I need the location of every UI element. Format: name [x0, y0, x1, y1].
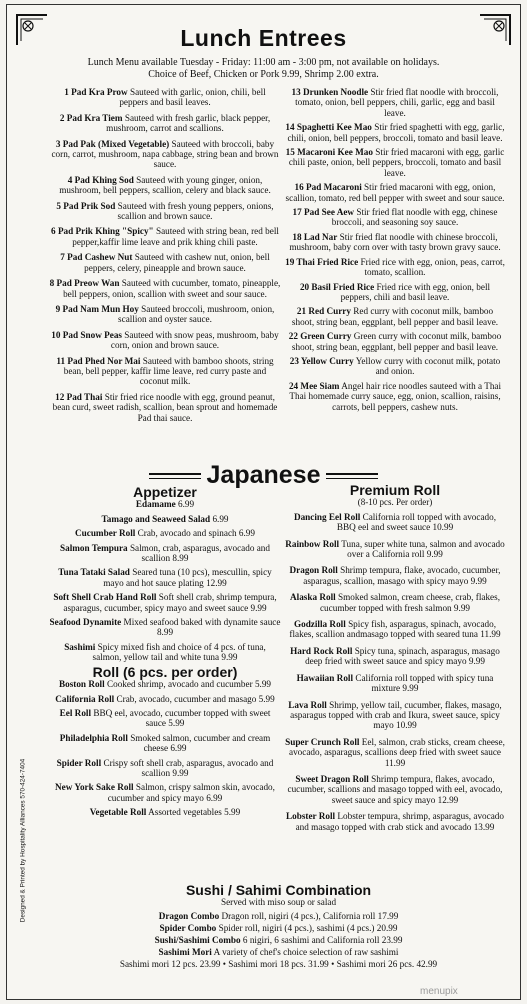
- menu-item-name: Tamago and Seaweed Salad: [101, 513, 211, 524]
- menu-item-name: Sashimi Mori: [158, 947, 212, 957]
- menu-item: [285, 811, 505, 832]
- menu-item-name: Seafood Dynamite: [49, 617, 122, 628]
- combo-heading: Sushi / Sahimi Combination: [185, 882, 372, 898]
- menu-item-name: Godzilla Roll: [293, 619, 346, 630]
- menu-item: [49, 113, 281, 134]
- menu-item-name: 6 Pad Prik Khing "Spicy": [51, 226, 154, 237]
- lunch-hours: Lunch Menu available Tuesday - Friday: 11:00 am - 3:00 pm, not available on holidays.: [87, 57, 440, 68]
- menu-item: [285, 512, 505, 533]
- menu-item-name: 2 Pad Kra Tiem: [59, 112, 123, 123]
- menu-item-name: Dancing Eel Roll: [293, 511, 361, 522]
- lunch-title: Lunch Entrees: [180, 25, 347, 51]
- menu-item: [49, 543, 281, 564]
- menu-item-description: Fried rice with egg, onion, peas, carrot, tomato, scallion.: [360, 256, 505, 278]
- menu-item: [49, 304, 281, 325]
- menu-item: [49, 514, 281, 524]
- menu-item-description: 6.99: [178, 499, 195, 510]
- menu-item-name: Rainbow Roll: [285, 538, 340, 549]
- menu-item-description: Crab, avocado, cucumber and masago 5.99: [116, 693, 275, 704]
- menu-item-name: 22 Green Curry: [288, 331, 352, 342]
- menu-item: [49, 708, 281, 729]
- menu-item-description: Stir fried rice noodle with egg, ground peanut, bean curd, sweet radish, scallion, bean sprout and homemade Pad thai sauce.: [52, 391, 278, 423]
- menu-item-name: 24 Mee Siam: [288, 380, 340, 391]
- menu-item-name: Philadelphia Roll: [59, 732, 128, 743]
- menu-item-name: Alaska Roll: [290, 592, 336, 603]
- menu-item-name: Super Crunch Roll: [285, 736, 360, 747]
- menu-item-name: Cucumber Roll: [75, 528, 136, 539]
- roll-heading-label: Roll: [92, 663, 120, 680]
- menu-item: [49, 278, 281, 299]
- menu-item-name: 8 Pad Preow Wan: [49, 278, 120, 289]
- menu-item-name: Salmon Tempura: [59, 542, 128, 553]
- menu-item-description: Sauteed with bamboo shoots, string bean, bell pepper, kaffir lime leave, red curry paste and coconut milk.: [63, 355, 274, 387]
- menu-item: [49, 139, 281, 170]
- japanese-left-column: [49, 485, 281, 822]
- menu-item-description: Sauteed with young ginger, onion, mushroom, bell peppers, scallion, celery and black sauce.: [59, 174, 271, 196]
- title-rule-left: [149, 473, 201, 479]
- menu-item-description: Spicy tuna, spinach, asparagus, masago deep fried with sweet sauce and spicy mayo 9.99: [305, 645, 500, 667]
- menu-item-description: BBQ eel, avocado, cucumber topped with sweet sauce 5.99: [93, 707, 271, 729]
- menu-page: [6, 4, 521, 1000]
- menu-item-name: 13 Drunken Noodle: [291, 87, 369, 97]
- japanese-right-column: [285, 483, 505, 838]
- japanese-title: Japanese: [206, 461, 321, 489]
- menu-item: [49, 807, 281, 817]
- menu-item: [49, 617, 281, 638]
- menu-item-description: Soft shell crab, shrimp tempura, asparagus, cucumber, spicy mayo and sweet sauce 9.99: [63, 592, 277, 613]
- menu-item: [285, 331, 505, 352]
- menu-item-description: Shrimp tempura, flake, avocado, cucumber, asparagus, scallion, masago with spicy mayo 9.99: [303, 565, 501, 586]
- menu-item-name: Eel Roll: [59, 707, 92, 718]
- menu-item-name: New York Sake Roll: [55, 782, 134, 793]
- menu-item-description: Angel hair rice noodles sauteed with a Thai Thai homemade curry sauce, egg, onion, scallion, raisins, carrots, bell peppers, cashew nuts.: [289, 380, 502, 412]
- menu-item: [49, 782, 281, 803]
- menu-item-description: Crispy soft shell crab, asparagus, avocado and scallion 9.99: [103, 757, 274, 778]
- printer-credit: [12, 707, 27, 977]
- menu-item: [67, 947, 490, 958]
- menu-item-description: Salmon, crab, asparagus, avocado and scallion 8.99: [129, 542, 270, 564]
- menu-item-name: Sashimi: [64, 641, 96, 652]
- menu-item-name: 9 Pad Nam Mun Hoy: [55, 303, 139, 314]
- roll-heading: [49, 663, 281, 680]
- roll-list: [49, 679, 281, 817]
- menu-item-name: 16 Pad Macaroni: [294, 182, 362, 193]
- menu-item-description: Tuna, super white tuna, salmon and avocado over a California roll 9.99: [341, 538, 505, 560]
- menu-item-name: Lobster Roll: [286, 811, 336, 822]
- menu-item-name: Soft Shell Crab Hand Roll: [53, 592, 157, 603]
- menu-item-description: Salmon, crispy salmon skin, avocado, cucumber and spicy mayo 6.99: [107, 782, 275, 803]
- menu-item: [49, 201, 281, 222]
- menu-item: [285, 306, 505, 327]
- menu-item-description: Sauteed with fresh young peppers, onions, scallion and brown sauce.: [117, 200, 274, 222]
- lunch-pricing: Choice of Beef, Chicken or Pork 9.99, Shrimp 2.00 extra.: [148, 68, 379, 80]
- menu-item-description: Mixed seafood baked with dynamite sauce 8.99: [123, 617, 281, 638]
- menu-item: [285, 539, 505, 560]
- menu-item-name: 1 Pad Kra Prow: [64, 87, 128, 97]
- menu-item-description: Stir fried flat noodle with chinese broccoli, mushroom, baby corn over with tasty brown gravy sauce.: [289, 231, 501, 253]
- menu-item-description: Dragon roll, nigiri (4 pcs.), California roll 17.99: [221, 911, 399, 921]
- menu-item-description: Stir fried flat noodle with egg, chinese broccoli, and seasoning soy sauce.: [331, 207, 498, 228]
- menu-item-description: Eel, salmon, crab sticks, cream cheese, avocado, asparagus, scallions deep fried with sweet sauce 11.99: [289, 736, 505, 768]
- menu-item-name: California Roll: [55, 693, 115, 704]
- combo-served: Served with miso soup or salad: [220, 897, 337, 907]
- menu-item-description: Shrimp tempura, flakes, avocado, cucumber, scallions and masago topped with eel, avocado, sweet sauce and spicy mayo 12.99: [287, 773, 503, 805]
- menu-item-name: Edamame: [135, 499, 176, 510]
- menu-item: [285, 737, 505, 768]
- menu-item: [285, 592, 505, 613]
- lunch-intro: [67, 57, 460, 80]
- menu-item: [49, 642, 281, 663]
- menu-item-description: Fried rice with egg, onion, bell peppers, chili and basil leave.: [340, 281, 491, 302]
- menu-item-description: Sauteed with garlic, onion, chili, bell peppers and basil leaves.: [119, 87, 266, 108]
- menu-item-description: Stir fried macaroni with egg, onion, scallion, tomato, red bell pepper with sweet and sour sauce.: [285, 182, 505, 203]
- menu-item-name: Sushi/Sashimi Combo: [154, 935, 241, 945]
- menu-item-description: Seared tuna (10 pcs), mescullin, spicy mayo and hot sauce plating 12.99: [103, 567, 272, 588]
- menu-item: [49, 567, 281, 588]
- printer-credit-text: Designed & Printed by Hospitality Alliances 570-424-7404: [19, 758, 27, 923]
- menu-item-name: 12 Pad Thai: [55, 391, 103, 402]
- title-rule-right: [326, 473, 378, 479]
- menu-item: [49, 392, 281, 423]
- menu-item: [49, 679, 281, 689]
- menu-item-description: Cooked shrimp, avocado and cucumber 5.99: [106, 679, 272, 690]
- menu-item-name: 19 Thai Fried Rice: [285, 256, 359, 267]
- lunch-left-column: [49, 87, 281, 428]
- menu-item-name: Dragon Combo: [158, 911, 220, 921]
- menu-item: [285, 700, 505, 731]
- menu-item: [285, 282, 505, 303]
- menu-item-name: Sweet Dragon Roll: [295, 773, 369, 784]
- menu-item-description: Yellow curry with coconut milk, potato and onion.: [355, 355, 501, 377]
- menu-item: [285, 122, 505, 143]
- menu-item-name: Tuna Tataki Salad: [58, 567, 130, 578]
- menu-item-name: 7 Pad Cashew Nut: [60, 252, 133, 263]
- menu-item: [67, 911, 490, 922]
- menu-item: [285, 356, 505, 377]
- menu-item-description: Stir fried spaghetti with egg, garlic, chili, onion, bell peppers, broccoli, tomato and basil leave.: [287, 122, 505, 143]
- menu-item-name: 18 Lad Nar: [292, 231, 338, 242]
- combo-section: [67, 883, 490, 970]
- menu-item-name: Boston Roll: [58, 679, 105, 690]
- menu-item-name: Hard Rock Roll: [290, 645, 353, 656]
- menu-item-description: Sauteed with string bean, red bell pepper,kaffir lime leave and prik khing chili paste.: [72, 226, 279, 247]
- menu-item: [285, 381, 505, 412]
- menu-item-description: Sauteed with cucumber, tomato, pineapple, bell peppers, onion, scallion with sweet and sour sauce.: [63, 278, 281, 299]
- menu-item-name: Spider Roll: [56, 757, 102, 768]
- menu-item: [49, 252, 281, 273]
- menu-item-name: 11 Pad Phed Nor Mai: [56, 355, 141, 366]
- menu-item: [49, 694, 281, 704]
- menu-item-description: 6 nigiri, 6 sashimi and California roll 23.99: [242, 935, 403, 945]
- menu-item: [49, 733, 281, 754]
- menu-item: [285, 646, 505, 667]
- menu-item-description: California roll topped with spicy tuna mixture 9.99: [355, 672, 494, 694]
- menu-item: [49, 592, 281, 613]
- menu-item-name: Hawaiian Roll: [296, 672, 354, 683]
- menu-item: [49, 356, 281, 387]
- menu-item-name: Lava Roll: [288, 699, 327, 710]
- menu-item-description: Stir fried macaroni with egg, garlic chili paste, onion, bell peppers, broccoli, tomato and basil leave.: [288, 147, 505, 178]
- menu-item: [49, 175, 281, 196]
- menu-item: [49, 330, 281, 351]
- menu-item: [49, 499, 281, 509]
- menu-item-name: 17 Pad See Aew: [292, 207, 355, 218]
- menu-item: [285, 232, 505, 253]
- menu-item-description: Lobster tempura, shrimp, asparagus, avocado and masago topped with crab stick and avocado 13.99: [295, 811, 504, 832]
- menu-item-description: Sauteed broccoli, mushroom, onion, scallion and oyster sauce.: [118, 303, 275, 325]
- menu-item-name: Vegetable Roll: [89, 807, 147, 818]
- menu-item-description: 6.99: [212, 513, 229, 524]
- menu-item-name: 5 Pad Prik Sod: [56, 200, 116, 211]
- premium-list: [285, 512, 505, 832]
- menu-item: [285, 207, 505, 228]
- menu-item-description: Smoked salmon, cream cheese, crab, flakes, cucumber topped with fresh salmon 9.99: [319, 592, 500, 613]
- premium-note: (8-10 pcs. Per order): [357, 497, 433, 508]
- sashimi-mori-prices: Sashimi mori 12 pcs. 23.99 • Sashimi mori 18 pcs. 31.99 • Sashimi mori 26 pcs. 42.99: [119, 959, 438, 969]
- menu-item-name: Spider Combo: [159, 923, 217, 933]
- combo-list: [67, 911, 490, 958]
- menu-item-name: 14 Spaghetti Kee Mao: [285, 122, 372, 133]
- appetizer-list: [49, 499, 281, 662]
- menu-item-name: 15 Macaroni Kee Mao: [285, 147, 373, 158]
- menu-item-description: Sauteed with fresh garlic, black pepper, mushroom, carrot and scallions.: [106, 112, 271, 134]
- menu-item: [49, 226, 281, 247]
- menu-item: [49, 87, 281, 108]
- menu-item-name: 21 Red Curry: [296, 306, 351, 317]
- menu-item-description: Sauteed with broccoli, baby corn, carrot, mushroom, napa cabbage, string bean and brown sauce.: [51, 138, 279, 170]
- menu-item: [49, 528, 281, 538]
- menu-item-description: Crab, avocado and spinach 6.99: [137, 528, 255, 539]
- menu-item: [67, 923, 490, 934]
- menu-item-name: Dragon Roll: [289, 565, 338, 576]
- menu-item-description: Sauteed with snow peas, mushroom, baby corn, onion and brown sauce.: [110, 329, 279, 351]
- menu-item-description: Red curry with coconut milk, bamboo shoot, string bean, eggplant, bell pepper and basil leave.: [291, 306, 499, 327]
- menu-item-name: 10 Pad Snow Peas: [51, 329, 122, 340]
- menu-item-description: Smoked salmon, cucumber and cream cheese 6.99: [130, 732, 271, 754]
- menu-item: [285, 147, 505, 178]
- menu-item: [67, 935, 490, 946]
- menu-item: [285, 673, 505, 694]
- watermark: menupix: [420, 986, 458, 997]
- menu-item: [285, 257, 505, 278]
- roll-heading-note: (6 pcs. per order): [122, 663, 238, 680]
- menu-item-name: 3 Pad Pak (Mixed Vegetable): [55, 138, 170, 149]
- menu-item-description: Assorted vegetables 5.99: [148, 807, 241, 818]
- menu-item-description: Green curry with coconut milk, bamboo shoot, string bean, eggplant, bell pepper and basil leave.: [291, 331, 502, 352]
- premium-heading: Premium Roll: [349, 482, 441, 498]
- menu-item: [49, 758, 281, 779]
- menu-item-description: A variety of chef's choice selection of raw sashimi: [213, 947, 399, 957]
- menu-item: [285, 565, 505, 586]
- menu-item-name: 20 Basil Fried Rice: [299, 281, 375, 292]
- menu-item-description: Spider roll, nigiri (4 pcs.), sashimi (4 pcs.) 20.99: [218, 923, 398, 933]
- appetizer-heading: Appetizer: [133, 484, 197, 500]
- menu-item-description: Spicy mixed fish and choice of 4 pcs. of tuna, salmon, yellow tail and white tuna 9.99: [92, 641, 266, 663]
- menu-item-description: Sauteed with cashew nut, onion, bell peppers, celery, pineapple and brown sauce.: [84, 252, 270, 273]
- menu-item: [285, 87, 505, 118]
- menu-item: [285, 774, 505, 805]
- menu-item-name: 23 Yellow Curry: [289, 355, 354, 366]
- menu-item-description: Stir fried flat noodle with broccoli, tomato, onion, bell peppers, chili, garlic, egg and basil leave.: [295, 87, 499, 118]
- menu-item-description: Shrimp, yellow tail, cucumber, flakes, masago, asparagus topped with crab and Ikura, sweet sauce, spicy mayo 10.99: [290, 699, 502, 731]
- menu-item-description: Spicy fish, asparagus, spinach, avocado, flakes, scallion andmasago topped with seared tuna 11.99: [289, 619, 501, 640]
- menu-item: [285, 182, 505, 203]
- lunch-right-column: [285, 87, 505, 416]
- menu-item-description: California roll topped with avocado, BBQ eel and sweet sauce 10.99: [336, 511, 497, 533]
- menu-item: [285, 619, 505, 640]
- menu-item-name: 4 Pad Khing Sod: [67, 174, 134, 185]
